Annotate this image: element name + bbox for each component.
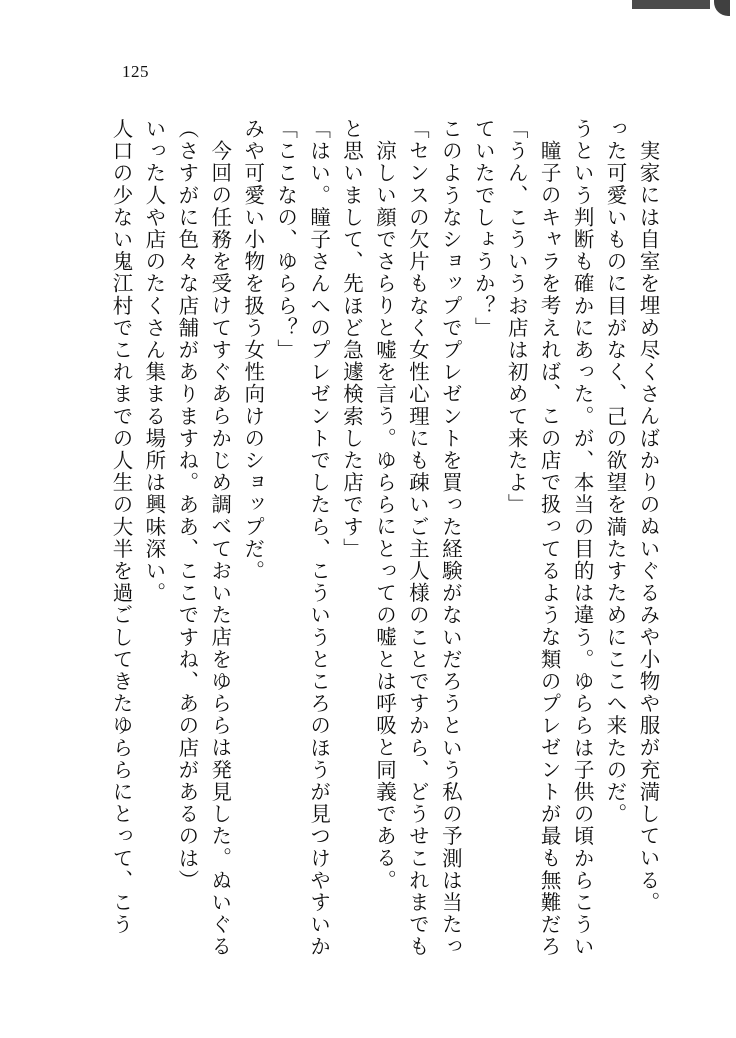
vertical-text-block — [98, 118, 660, 958]
text-line: 実家には自室を埋め尽くさんばかりのぬいぐるみや小物や服が充満している。 — [635, 140, 660, 914]
text-line: 「うん、こういうお店は初めて来たよ」 — [504, 118, 529, 516]
text-line: 涼しい顔でさらりと嘘を言う。ゆららにとっての嘘とは呼吸と同義である。 — [372, 140, 397, 892]
text-line: 「センスの欠片もなく女性心理にも疎いご主人様のことですから、どうせこれまでも — [405, 118, 430, 958]
text-line: みや可愛い小物を扱う女性向けのショップだ。 — [240, 118, 265, 583]
text-line: うという判断も確かにあった。が、本当の目的は違う。ゆららは子供の頃からこうい — [570, 118, 595, 958]
text-line: 瞳子のキャラを考えれば、この店で扱ってるような類のプレゼントが最も無難だろ — [537, 140, 562, 958]
text-line: このようなショップでプレゼントを買った経験がないだろうという私の予測は当たっ — [438, 118, 463, 958]
text-line: った可愛いものに目がなく、己の欲望を満たすためにここへ来たのだ。 — [603, 118, 627, 826]
text-line: いった人や店のたくさん集まる場所は興味深い。 — [141, 118, 166, 605]
text-line: 人口の少ない鬼江村でこれまでの人生の大半を過ごしてきたゆららにとって、こう — [108, 118, 133, 936]
scan-artifact — [632, 0, 710, 9]
text-line: ていたでしょうか？」 — [471, 118, 496, 339]
text-line: （さすがに色々な店舗がありますね。ああ、ここですね、あの店があるのは） — [174, 118, 199, 892]
scan-artifact-corner — [714, 0, 730, 16]
text-line: 「はい。瞳子さんへのプレゼントでしたら、こういうところのほうが見つけやすいか — [306, 118, 331, 958]
page-number: 125 — [122, 62, 149, 81]
text-line: 「ここなの、ゆらら？」 — [273, 118, 298, 362]
text-line: 今回の任務を受けてすぐあらかじめ調べておいた店をゆららは発見した。ぬいぐる — [207, 140, 232, 958]
text-line: と思いまして、先ほど急遽検索した店です」 — [339, 118, 364, 560]
